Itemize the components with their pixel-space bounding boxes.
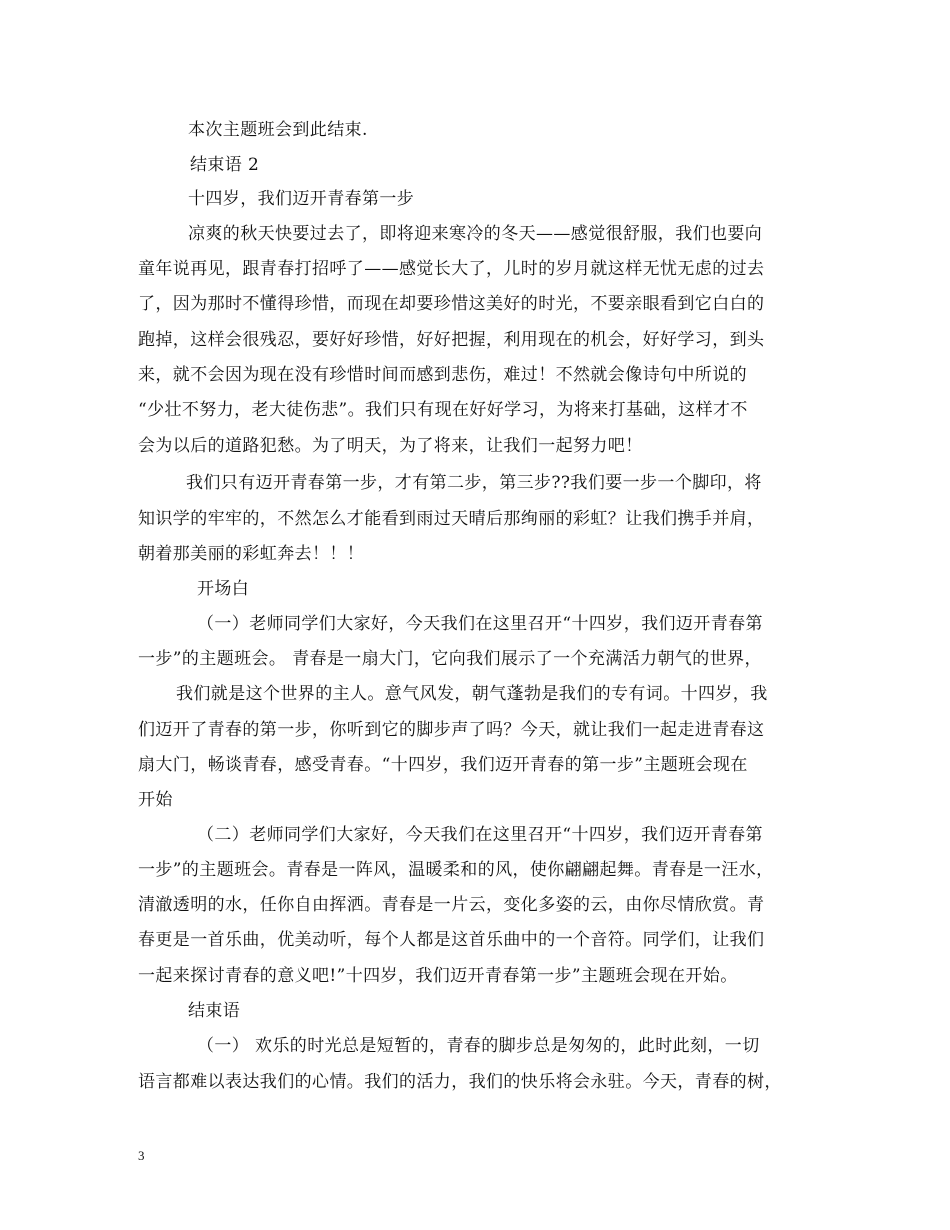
text-line: 十四岁，我们迈开青春第一步 <box>188 189 415 209</box>
page-number: 3 <box>138 1148 145 1163</box>
text-line: 春更是一首乐曲，优美动听，每个人都是这首乐曲中的一个音符。同学们，让我们 <box>138 930 765 950</box>
text-line: 本次主题班会到此结束. <box>188 120 368 140</box>
text-line: “少壮不努力，老大徒伤悲”。我们只有现在好好学习，为将来打基础，这样才不 <box>138 400 748 420</box>
text-line: 凉爽的秋天快要过去了，即将迎来寒冷的冬天——感觉很舒服，我们也要向 <box>188 224 763 244</box>
text-line: 清澈透明的水，任你自由挥洒。青春是一片云，变化多姿的云，由你尽情欣赏。青 <box>138 895 765 915</box>
text-line: 了，因为那时不懂得珍惜，而现在却要珍惜这美好的时光，不要亲眼看到它白白的 <box>138 294 765 314</box>
text-line: 朝着那美丽的彩虹奔去！！！ <box>138 544 365 564</box>
text-line: 跑掉，这样会很残忍，要好好珍惜，好好把握，利用现在的机会，好好学习，到头 <box>138 330 765 350</box>
section-heading: 结束语 <box>188 1001 241 1021</box>
text-line: （一） 欢乐的时光总是短暂的，青春的脚步总是匆匆的，此时此刻，一切 <box>197 1036 760 1056</box>
text-line: 开始 <box>138 790 173 810</box>
text-line: 来，就不会因为现在没有珍惜时间而感到悲伤，难过！不然就会像诗句中所说的 <box>138 365 747 385</box>
text-line: 知识学的牢牢的，不然怎么才能看到雨过天晴后那绚丽的彩虹？让我们携手并肩， <box>138 509 765 529</box>
text-line: 们迈开了青春的第一步，你听到它的脚步声了吗？今天，就让我们一起走进青春这 <box>138 720 765 740</box>
section-heading: 开场白 <box>197 579 250 599</box>
text-line: 语言都难以表达我们的心情。我们的活力，我们的快乐将会永驻。今天，青春的树， <box>138 1072 782 1092</box>
text-line: 一起来探讨青春的意义吧!”十四岁，我们迈开青春第一步”主题班会现在开始。 <box>138 966 738 986</box>
section-heading: 结束语 2 <box>190 155 260 175</box>
text-line: 一步”的主题班会。青春是一阵风，温暖柔和的风，使你翩翩起舞。青春是一汪水， <box>138 860 774 880</box>
text-line: （一）老师同学们大家好，今天我们在这里召开“十四岁，我们迈开青春第 <box>197 614 763 634</box>
text-line: 我们就是这个世界的主人。意气风发，朝气蓬勃是我们的专有词。十四岁，我 <box>176 684 768 704</box>
text-line: 扇大门，畅谈青春，感受青春。“十四岁，我们迈开青春的第一步”主题班会现在 <box>138 755 748 775</box>
text-line: （二）老师同学们大家好，今天我们在这里召开“十四岁，我们迈开青春第 <box>197 825 763 845</box>
text-line: 会为以后的道路犯愁。为了明天，为了将来，让我们一起努力吧！ <box>138 436 643 456</box>
text-line: 童年说再见，跟青春打招呼了——感觉长大了，儿时的岁月就这样无忧无虑的过去 <box>138 259 765 279</box>
text-line: 我们只有迈开青春第一步，才有第二步，第三步??我们要一步一个脚印，将 <box>186 473 762 493</box>
text-line: 一步”的主题班会。 青春是一扇大门，它向我们展示了一个充满活力朝气的世界， <box>138 649 762 669</box>
